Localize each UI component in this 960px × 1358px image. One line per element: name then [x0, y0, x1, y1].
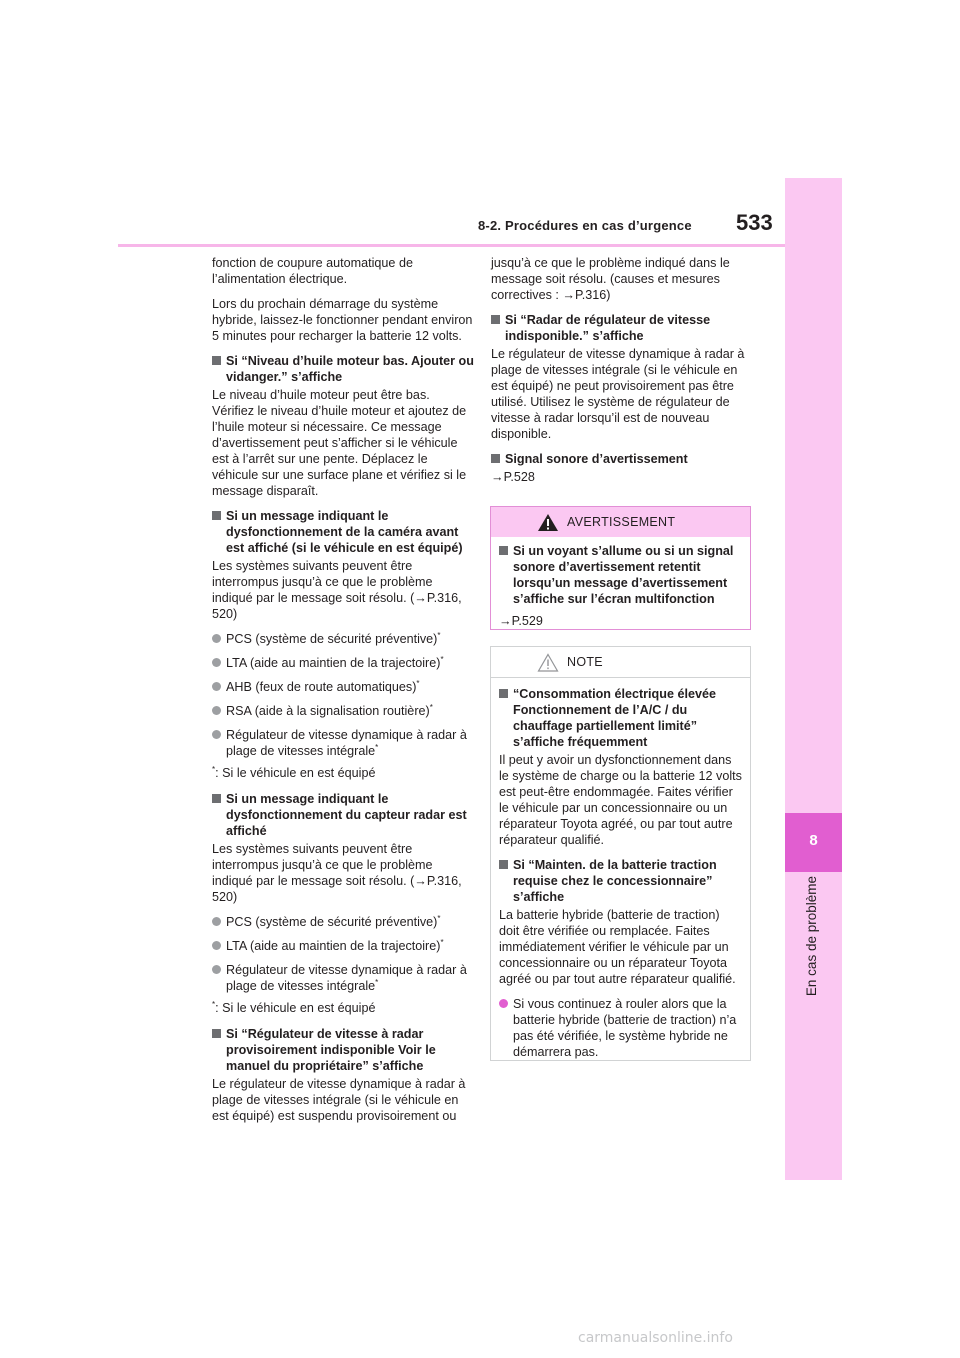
list-item	[212, 914, 474, 930]
paragraph: Les systèmes suivants peuvent être interrompus jusqu’à ce que le problème indiqué par le message soit résolu. (→P.316, 520)	[212, 559, 462, 621]
list-item-text: Régulateur de vitesse dynamique à radar à plage de vitesses intégrale	[226, 963, 467, 993]
list-item-text: AHB (feux de route automatiques)	[226, 680, 417, 694]
paragraph: La batterie hybride (batterie de traction) doit être vérifiée ou remplacée. Faites immédiatement vérifier le véhicule par un concessionnaire ou un réparateur Toyota agréé ou par tout autre réparateur qualifié.	[499, 908, 736, 986]
section-heading	[499, 543, 742, 607]
paragraph: Les systèmes suivants peuvent être interrompus jusqu’à ce que le problème indiqué par le message soit résolu. (→P.316, 520)	[212, 842, 462, 904]
note-box	[490, 646, 751, 1061]
bullet-dot-icon	[212, 941, 221, 950]
list-item	[499, 996, 742, 1060]
footer-watermark: carmanualsonline.info	[578, 1330, 733, 1346]
footnote-text: : Si le véhicule en est équipé	[215, 1001, 376, 1015]
asterisk: *	[212, 999, 216, 1009]
section-heading-text: “Consommation électrique élevée Fonctionnement de l’A/C / du chauffage partiellement limité” s’affiche fréquemment	[513, 687, 716, 749]
note-header	[491, 647, 750, 678]
asterisk: *	[429, 702, 433, 712]
section-heading	[212, 353, 474, 385]
section-title: 8-2. Procédures en cas d’urgence	[478, 218, 692, 233]
page-reference: →P.528	[491, 470, 535, 484]
paragraph: Lors du prochain démarrage du système hybride, laissez-le fonctionner pendant environ 5 minutes pour recharger la batterie 12 volts.	[212, 297, 473, 343]
footnote	[212, 1000, 474, 1016]
bullet-dot-icon	[212, 965, 221, 974]
section-heading-text: Signal sonore d’avertissement	[505, 452, 688, 466]
section-heading-text: Si “Régulateur de vitesse à radar provisoirement indisponible Voir le manuel du propriétaire” s’affiche	[226, 1027, 436, 1073]
page-number: 533	[736, 210, 773, 235]
paragraph: jusqu’à ce que le problème indiqué dans le message soit résolu. (causes et mesures correctives : →P.316)	[491, 256, 730, 302]
footnote	[212, 765, 474, 781]
note-label: NOTE	[567, 655, 603, 669]
list-item	[212, 631, 474, 647]
list-item-text: LTA (aide au maintien de la trajectoire)	[226, 939, 441, 953]
bullet-dot-icon	[499, 999, 508, 1008]
section-heading	[212, 791, 474, 839]
asterisk: *	[375, 977, 379, 987]
warning-box	[490, 506, 751, 630]
list-item	[212, 727, 474, 759]
section-heading-text: Si un voyant s’allume ou si un signal sonore d’avertissement retentit lorsqu’un message d’avertissement s’affiche sur l’écran multifonction	[513, 544, 734, 606]
footnote-text: : Si le véhicule en est équipé	[215, 766, 376, 780]
note-body	[491, 678, 750, 1060]
chapter-number: 8	[809, 832, 818, 849]
bullet-dot-icon	[212, 706, 221, 715]
section-heading	[491, 451, 753, 467]
warning-triangle-icon	[537, 513, 559, 532]
list-item	[212, 938, 474, 954]
list-item-text: RSA (aide à la signalisation routière)	[226, 704, 430, 718]
bullet-dot-icon	[212, 682, 221, 691]
section-heading	[499, 686, 742, 750]
page-reference: →P.529	[499, 614, 543, 628]
section-heading-text: Si “Niveau d’huile moteur bas. Ajouter ou vidanger.” s’affiche	[226, 354, 474, 384]
bullet-dot-icon	[212, 917, 221, 926]
list-item	[212, 655, 474, 671]
section-heading-text: Si “Radar de régulateur de vitesse indisponible.” s’affiche	[505, 313, 711, 343]
asterisk: *	[437, 630, 441, 640]
asterisk: *	[437, 913, 441, 923]
paragraph: Le régulateur de vitesse dynamique à radar à plage de vitesses intégrale (si le véhicule en est équipé) est suspendu provisoirement ou	[212, 1077, 466, 1123]
section-heading	[499, 857, 742, 905]
header-rule	[118, 244, 785, 247]
section-heading	[212, 508, 474, 556]
list-item-text: Si vous continuez à rouler alors que la batterie hybride (batterie de traction) n’a pas été vérifiée, le système hybride ne démarrera pas.	[513, 997, 737, 1059]
paragraph: Il peut y avoir un dysfonctionnement dans le système de charge ou la batterie 12 volts est peut-être endommagée. Faites vérifier le véhicule par un concessionnaire ou un réparateur Toyota agréé, ou par tout autre réparateur qualifié.	[499, 753, 742, 847]
list-item-text: LTA (aide au maintien de la trajectoire)	[226, 656, 441, 670]
paragraph: fonction de coupure automatique de l’alimentation électrique.	[212, 256, 413, 286]
list-item	[212, 679, 474, 695]
bullet-dot-icon	[212, 730, 221, 739]
warning-header	[491, 507, 750, 537]
list-item-text: PCS (système de sécurité préventive)	[226, 632, 438, 646]
left-column	[212, 255, 474, 1133]
section-heading-text: Si un message indiquant le dysfonctionnement du capteur radar est affiché	[226, 792, 467, 838]
list-item-text: PCS (système de sécurité préventive)	[226, 915, 438, 929]
caution-triangle-icon	[537, 653, 559, 672]
list-item	[212, 703, 474, 719]
chapter-title-wrap	[785, 876, 842, 1076]
asterisk: *	[212, 764, 216, 774]
asterisk: *	[375, 742, 379, 752]
right-column	[491, 255, 753, 494]
asterisk: *	[440, 654, 444, 664]
bullet-dot-icon	[212, 634, 221, 643]
asterisk: *	[416, 678, 420, 688]
section-heading-text: Si “Mainten. de la batterie traction requise chez le concessionnaire” s’affiche	[513, 858, 717, 904]
warning-label: AVERTISSEMENT	[567, 515, 676, 529]
chapter-title: En cas de problème	[804, 876, 819, 997]
warning-body	[491, 537, 750, 629]
section-heading	[491, 312, 753, 344]
paragraph: Le niveau d’huile moteur peut être bas. Vérifiez le niveau d’huile moteur et ajoutez de l’huile moteur si nécessaire. Ce message d’avertissement peut s’afficher si le véhicule est à l’arrêt sur une pente. Déplacez le véhicule sur une surface plane et vérifiez si le message disparaît.	[212, 388, 467, 498]
section-heading-text: Si un message indiquant le dysfonctionnement de la caméra avant est affiché (si le véhicule en est équipé)	[226, 509, 463, 555]
list-item-text: Régulateur de vitesse dynamique à radar à plage de vitesses intégrale	[226, 728, 467, 758]
bullet-dot-icon	[212, 658, 221, 667]
paragraph: Le régulateur de vitesse dynamique à radar à plage de vitesses intégrale (si le véhicule en est équipé) ne peut provisoirement pas être utilisé. Utilisez le système de régulateur de vitesse à radar lorsqu’il est de nouveau disponible.	[491, 347, 745, 441]
asterisk: *	[440, 937, 444, 947]
list-item	[212, 962, 474, 994]
section-heading	[212, 1026, 474, 1074]
